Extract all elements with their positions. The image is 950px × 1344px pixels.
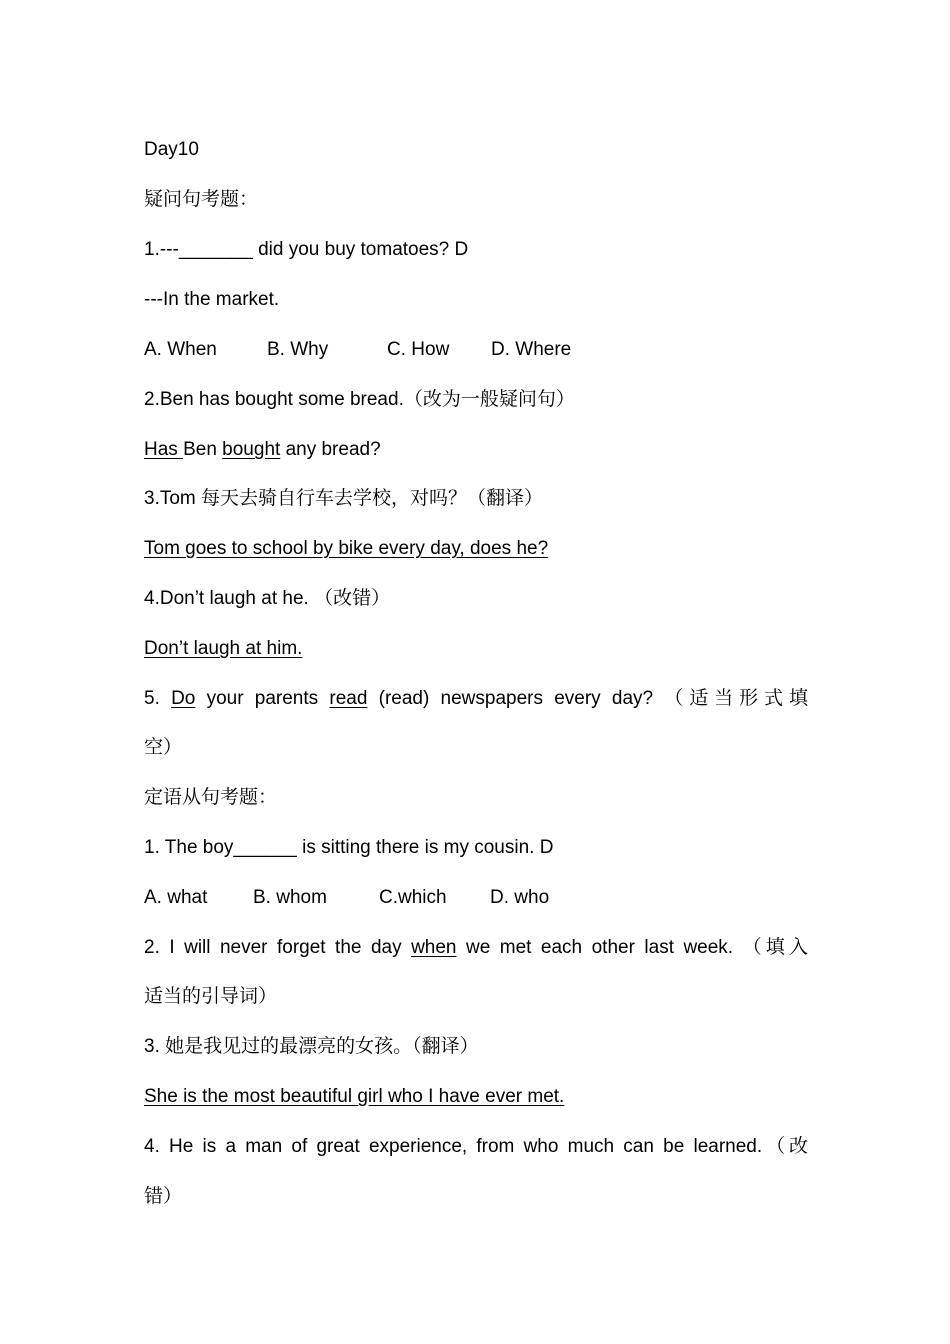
q1-reply: ---In the market. [144, 289, 280, 310]
q1-option-b: B. Why [267, 339, 329, 360]
r3-stem: 3. 她是我见过的最漂亮的女孩。（翻译） [144, 1036, 479, 1057]
q2-answer-ben: Ben [183, 439, 223, 460]
r2-text-b: we met each other last week. （填入 [456, 937, 808, 958]
r3-answer: She is the most beautiful girl who I have ever met. [144, 1086, 565, 1107]
q2-answer-has: Has [144, 439, 184, 460]
q4-stem: 4.Don’t laugh at he. （改错） [144, 588, 391, 609]
r1-option-d: D. who [490, 887, 550, 908]
r1-option-b: B. whom [253, 887, 327, 908]
q5-line1 [144, 686, 808, 712]
r2-blank-when: when [411, 937, 457, 958]
r1-stem: 1. The boy______ is sitting there is my cousin. D [144, 837, 554, 858]
q4-answer: Don’t laugh at him. [144, 638, 303, 659]
q5-number: 5. [144, 688, 172, 709]
q1-stem: 1.---_______ did you buy tomatoes? D [144, 239, 469, 260]
q2-answer [144, 437, 808, 463]
q5-line2: 空） [144, 737, 183, 758]
section-heading-questions: 疑问句考题： [144, 189, 259, 210]
r2-text-a: 2. I will never forget the day [144, 937, 412, 958]
q1-option-d: D. Where [491, 339, 572, 360]
q5-text-b: (read) newspapers every day? （适当形式填 [367, 688, 809, 709]
q1-option-c: C. How [387, 339, 450, 360]
section-heading-relative-clauses: 定语从句考题： [144, 787, 278, 808]
q3-answer: Tom goes to school by bike every day, does he? [144, 538, 549, 559]
q5-blank-read: read [329, 688, 368, 709]
q2-stem: 2.Ben has bought some bread.（改为一般疑问句） [144, 389, 575, 410]
r1-option-a: A. what [144, 887, 208, 908]
q5-blank-do: Do [171, 688, 196, 709]
r4-line2: 错） [144, 1186, 183, 1207]
r2-line2: 适当的引导词） [144, 986, 278, 1007]
r1-option-c: C.which [379, 887, 447, 908]
q2-answer-rest: any bread? [280, 439, 381, 460]
q2-answer-bought: bought [222, 439, 281, 460]
q1-option-a: A. When [144, 339, 217, 360]
r2-line1 [144, 935, 808, 961]
r4-line1: 4. He is a man of great experience, from who much can be learned.（改 [144, 1136, 808, 1157]
q3-stem: 3.Tom 每天去骑自行车去学校，对吗？（翻译） [144, 488, 544, 509]
q5-text-a: your parents [195, 688, 330, 709]
page-title: Day10 [144, 139, 199, 160]
